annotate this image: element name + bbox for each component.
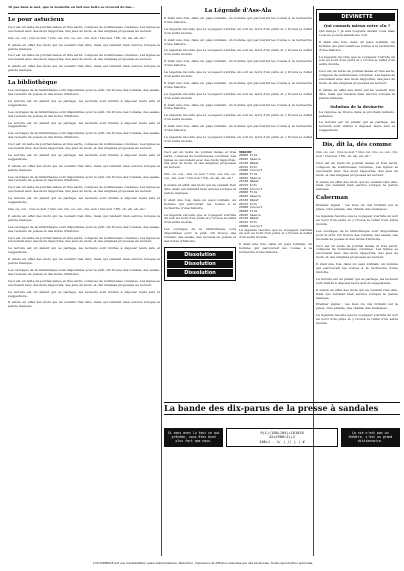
text-leg1b: Il était une fois, dans un pays lointain, un homme qui parcourait les routes à la recherche d'une histoire. [164, 37, 312, 46]
text-p3b: Il existe en effet des mots qui ne veulent rien dire, mais qui rendent bien service lorsque la parole manque. [8, 64, 160, 73]
devinette-text: Qui suis-je ? Je suis toujours devant vous mais vous ne pouvez jamais me voir. [319, 29, 395, 37]
cab-text: La légende raconte que le voyageur s'arrêta un soir au bord d'un puits et y trouva le reflet d'un autre monde. [316, 313, 398, 326]
text-p3m: Il existe en effet des mots qui ne veulent rien dire, mais qui rendent bien service lorsque la parole manque. [164, 183, 236, 195]
tv-line: 20h45 Séance [239, 194, 261, 199]
text-biblio1d: Les ouvrages de la bibliothèque sont disponibles pour le prêt. On trouve des romans, des essais, des recueils de poésie et des livres d'histoire. [8, 174, 160, 183]
devinette-box [316, 9, 398, 139]
text-biblio1e: Les ouvrages de la bibliothèque sont disponibles pour le prêt. On trouve des romans, des essais, des recueils de poésie et des livres d'histoire. [8, 224, 160, 233]
column-left [8, 6, 160, 312]
cab-text: La légende raconte que le voyageur s'arrêta un soir au bord d'un puits et y trouva le reflet d'un autre monde. [316, 214, 398, 226]
bottom-boxes [164, 428, 400, 447]
text-biblio2f: La lecture est un plaisir qui se partage, les lecteurs sont invités à déposer leurs avis et suggestions. [8, 289, 160, 298]
middle-sub-right [239, 151, 312, 284]
heading-biblio: La bibliothèque [8, 80, 58, 87]
number-line: 42x29DR=2(+2 [269, 435, 295, 440]
cab-text: La lecture est un plaisir qui se partage, les lecteurs sont invités à déposer leurs avis et suggestions. [316, 276, 398, 285]
dissolution-box [164, 247, 236, 281]
text-leg1: Il était une fois, dans un pays lointain, un homme qui parcourait les routes à la recherche d'une histoire. [164, 16, 312, 24]
text-p2d: Oui, ou, oui - Oui ou non ? Oui, oui. Ou, ou, oui - Ou, non ! Oui non ? Eh, oh, ah, eh, eh ! [8, 207, 146, 211]
heading-cab: Caberman [316, 195, 349, 202]
devinette-text: Ceci est un texte de journal dense et très serré, composé de nombreuses colonnes. Les lignes se succèdent avec des mots rapportés, des jeux de mots, et des énigmes proposées au lecteur. [319, 69, 395, 85]
devinette-text: Il existe en effet des mots qui ne veulent rien dire, mais qui rendent bien service lorsque la parole manque. [319, 87, 395, 100]
solution-heading: Solution de la devinette [330, 103, 384, 109]
text-leg2b: La légende raconte que le voyageur s'arrêta un soir au bord d'un puits et y trouva le reflet d'un autre monde. [164, 48, 312, 57]
text-p3e: Il existe en effet des mots qui ne veulent rien dire, mais qui rendent bien service lorsque la parole manque. [8, 257, 160, 266]
middle-sub-left [164, 151, 236, 284]
tv-line: 20h00 Film [239, 209, 258, 213]
tv-line: 20h45 Séance [239, 212, 261, 217]
tv-schedule [239, 151, 312, 229]
cab-text: Ceci est un texte de journal dense et très serré, composé de nombreuses colonnes. Les lignes se succèdent avec des mots rapportés, des jeux de mots, et des énigmes proposées au lecteur. [316, 243, 398, 260]
middle-sub-columns [164, 151, 312, 284]
tv-line: 21h30 Débat [239, 197, 259, 202]
dark-box-left: Si vous avez lu tout ce qui précède, vous êtes bien plus fort que nous. [164, 428, 223, 447]
text-leg2m: La légende raconte que le voyageur s'arrêta un soir au bord d'un puits et y trouva le reflet d'un autre monde. [164, 212, 236, 225]
text-biblio1m: Les ouvrages de la bibliothèque sont disponibles pour le prêt. On trouve des romans, des essais, des recueils de poésie et des livres d'histoire. [164, 227, 236, 243]
tv-line: 23h00 Concert [239, 168, 263, 173]
text-p1: Ceci est un texte de journal dense et très serré, composé de nombreuses colonnes. Les lignes se succèdent avec des mots rapportés, des jeux de mots, et des énigmes proposées au lecteur. [8, 24, 160, 33]
dark-box-right: La vie n'est pas un théâtre, c'est un grand dictionnaire. [341, 428, 400, 447]
text-p3: Il existe en effet des mots qui ne veulent rien dire, mais qui rendent bien service lorsque la parole manque. [8, 42, 160, 51]
cab-text: Premier signal : les feux du ciel brillent sur la place. Une parade, des chants, des musiques. [316, 203, 398, 212]
text-leg1d: Il était une fois, dans un pays lointain, un homme qui parcourait les routes à la recherche d'une histoire. [164, 80, 312, 89]
text-biblio1b: Les ouvrages de la bibliothèque sont disponibles pour le prêt. On trouve des romans, des essais, des recueils de poésie et des livres d'histoire. [8, 109, 160, 118]
heading-mot: Le pour astucieux [8, 16, 64, 23]
text-p1e: Ceci est un texte de journal dense et très serré, composé de nombreuses colonnes. Les lignes se succèdent avec des mots rapportés, des jeux de mots, et des énigmes proposées au lecteur. [8, 235, 160, 244]
tv-line: 20h00 Film [239, 171, 258, 176]
text-biblio2d: La lecture est un plaisir qui se partage, les lecteurs sont invités à déposer leurs avis et suggestions. [8, 196, 160, 205]
column-divider [161, 6, 162, 556]
tv-line: 21h30 Débat [239, 216, 259, 221]
text-leg1e: Il était une fois, dans un pays lointain, un homme qui parcourait les routes à la recherche d'une histoire. [164, 102, 312, 111]
text-biblio1c: Les ouvrages de la bibliothèque sont disponibles pour le prêt. On trouve des romans, des essais, des recueils de poésie et des livres d'histoire. [8, 131, 160, 140]
dissolution-label: Dissolution [167, 260, 233, 268]
footer: L'OCTOMBULE est une manifestation quasi-hebdomadaire. Rédaction, impression et diffusion assurées par des bénévoles. Toute reproduction autorisée. [92, 561, 314, 565]
tv-line: 23h00 Concert [239, 205, 263, 210]
text-p1f: Ceci est un texte de journal dense et très serré, composé de nombreuses colonnes. Les lignes se succèdent avec des mots rapportés, des jeux de mots, et des énigmes proposées au lecteur. [8, 278, 160, 287]
text-leg2f: La légende raconte que le voyageur s'arrêta un soir au bord d'un puits et y trouva le reflet d'un autre monde. [164, 134, 312, 143]
devinette-text: Il était une fois, dans un pays lointain, un homme qui parcourait les routes à la recherche d'une histoire. [319, 39, 395, 52]
heading-legende: La Légende d'Ass-Ala [204, 8, 272, 14]
text-leg2c: La légende raconte que le voyageur s'arrêta un soir au bord d'un puits et y trouva le reflet d'un autre monde. [164, 70, 312, 78]
cab-text: Il existe en effet des mots qui ne veulent rien dire, mais qui rendent bien service lorsque la parole manque. [316, 287, 398, 300]
text-leg1f: Il était une fois, dans un pays lointain, un homme qui parcourait les routes à la recherche d'une histoire. [164, 124, 312, 133]
text-biblio2: La lecture est un plaisir qui se partage, les lecteurs sont invités à déposer leurs avis et suggestions. [8, 98, 160, 107]
cab-text: Les ouvrages de la bibliothèque sont disponibles pour le prêt. On trouve des romans, des essais, des recueils de poésie et des livres d'histoire. [316, 228, 398, 241]
number-puzzle [226, 428, 337, 447]
text-biblio2e: La lecture est un plaisir qui se partage, les lecteurs sont invités à déposer leurs avis et suggestions. [8, 246, 160, 255]
text-biblio2b: La lecture est un plaisir qui se partage, les lecteurs sont invités à déposer leurs avis et suggestions. [8, 120, 160, 129]
text-p1c: Ceci est un texte de journal dense et très serré, composé de nombreuses colonnes. Les lignes se succèdent avec des mots rapportés, des jeux de mots, et des énigmes proposées au lecteur. [8, 142, 160, 151]
text-p3f: Il existe en effet des mots qui ne veulent rien dire, mais qui rendent bien service lorsque la parole manque. [8, 300, 160, 309]
text-leg2d: La légende raconte que le voyageur s'arrêta un soir au bord d'un puits et y trouva le reflet d'un autre monde. [164, 91, 312, 100]
column-right [316, 6, 398, 329]
divider [8, 76, 160, 77]
solution-text: La lecture est un plaisir qui se partage, les lecteurs sont invités à déposer leurs avis et suggestions. [319, 120, 395, 133]
divider [8, 13, 160, 14]
tv-line: 21h30 Débat [239, 160, 259, 165]
tv-line: 20h00 Film [239, 190, 258, 195]
text-biblio1f: Les ouvrages de la bibliothèque sont disponibles pour le prêt. On trouve des romans, des essais, des recueils de poésie et des livres d'histoire. [8, 267, 160, 276]
solution-text: La réponse se trouve dans le prochain numéro, patience. [319, 109, 395, 118]
text-biblio2c: La lecture est un plaisir qui se partage, les lecteurs sont invités à déposer leurs avis et suggestions. [8, 152, 160, 161]
text-p3c: Il existe en effet des mots qui ne veulent rien dire, mais qui rendent bien service lorsque la parole manque. [8, 163, 160, 172]
text-leg2e: La légende raconte que le voyageur s'arrêta un soir au bord d'un puits et y trouva le reflet d'un autre monde. [164, 113, 312, 122]
devinette-heading: DEVINETTE [319, 13, 395, 21]
heading-dis: Dis, dit la, dés comme [322, 142, 392, 149]
text-p3d: Il existe en effet des mots qui ne veulent rien dire, mais qui rendent bien service lorsque la parole manque. [8, 213, 160, 222]
tv-line: HORAIRE [239, 149, 252, 154]
tv-line: 22h15 Info [239, 220, 258, 225]
devinette-subheading: Qui connais mieux votre clu ? [323, 23, 391, 28]
text-leg2n: La légende raconte que le voyageur s'arrêta un soir au bord d'un puits et y trouva le reflet d'un autre monde. [239, 227, 312, 240]
banner-headline: La bande des dix-parus de la presse à sandales [164, 402, 400, 415]
text-leg1m: Il était une fois, dans un pays lointain, un homme qui parcourait les routes à la recherche d'une histoire. [164, 197, 236, 210]
cab-text: Il était une fois, dans un pays lointain, un homme qui parcourait les routes à la recherche d'une histoire. [316, 262, 398, 274]
dissolution-label: Dissolution [167, 251, 233, 259]
tv-line: 22h15 Info [239, 164, 258, 169]
text-p2m: Oui, ou, oui - Oui ou non ? Oui, oui. Ou, ou, oui - Ou, non ! Oui non ? Eh, oh, ah, eh, eh ! [164, 172, 236, 181]
text-leg1n: Il était une fois, dans un pays lointain, un homme qui parcourait les routes à la recherche d'une histoire. [239, 242, 312, 255]
tv-line: 21h30 Débat [239, 179, 259, 184]
tv-line: 22h15 Info [239, 201, 258, 206]
tv-line: 20h45 Séance [239, 157, 261, 162]
text-p1m: Ceci est un texte de journal dense et très serré, composé de nombreuses colonnes. Les lignes se succèdent avec des mots rapportés, des jeux de mots, et des énigmes proposées au lecteur. [164, 149, 236, 170]
text-p1b: Ceci est un texte de journal dense et très serré, composé de nombreuses colonnes. Les lignes se succèdent avec des mots rapportés, des jeux de mots, et des énigmes proposées au lecteur. [8, 53, 160, 62]
column-middle [164, 6, 312, 284]
dissolution-label: Dissolution [167, 269, 233, 277]
devinette-text: La légende raconte que le voyageur s'arrêta un soir au bord d'un puits et y trouva le reflet d'un autre monde. [319, 54, 395, 67]
divider [164, 147, 312, 148]
number-line: 108+1 - %( ) /( | ) # [259, 439, 305, 444]
column-divider [313, 6, 314, 556]
text-p2: Oui, ou, oui - Oui ou non ? Oui, oui. Ou, ou, oui - Ou, non ! Oui non ? Eh, oh, ah, eh, eh ! [8, 35, 146, 40]
cab-text: Premier signal : les feux du ciel brillent sur la place. Une parade, des chants, des musiques. [316, 302, 398, 311]
text-biblio1: Les ouvrages de la bibliothèque sont disponibles pour le prêt. On trouve des romans, des essais, des recueils de poésie et des livres d'histoire. [8, 88, 160, 96]
text-leg2: La légende raconte que le voyageur s'arrêta un soir au bord d'un puits et y trouva le reflet d'un autre monde. [164, 26, 312, 35]
dis-text: Il existe en effet des mots qui ne veulent rien dire, mais qui rendent bien service lorsque la parole manque. [316, 179, 398, 192]
number-line: 9(1)(108+104)+101010 [260, 431, 304, 435]
dis-text: Ceci est un texte de journal dense et très serré, composé de nombreuses colonnes. Les lignes se succèdent avec des mots rapportés, des jeux de mots, et des énigmes proposées au lecteur. [316, 160, 398, 177]
tv-line: 22h15 Info [239, 183, 258, 188]
text-p1d: Ceci est un texte de journal dense et très serré, composé de nombreuses colonnes. Les lignes se succèdent avec des mots rapportés, des jeux de mots, et des énigmes proposées au lecteur. [8, 185, 160, 194]
dis-text: Oui, ou, oui - Oui ou non ? Oui, oui. Ou, ou, oui - Ou, non ! Oui non ? Eh, oh, ah, eh, eh ! [316, 150, 398, 159]
tv-line: 20h00 Film [239, 153, 258, 158]
tv-line: 23h00 Concert [239, 223, 263, 228]
tv-line: 20h45 Séance [239, 175, 261, 180]
intro-line: 10 pas dans le mot, que la bouteille en fait une boite se trouvait de bas... [8, 5, 135, 9]
text-leg1c: Il était une fois, dans un pays lointain, un homme qui parcourait les routes à la recherche d'une histoire. [164, 59, 312, 68]
tv-line: 23h00 Concert [239, 186, 263, 191]
